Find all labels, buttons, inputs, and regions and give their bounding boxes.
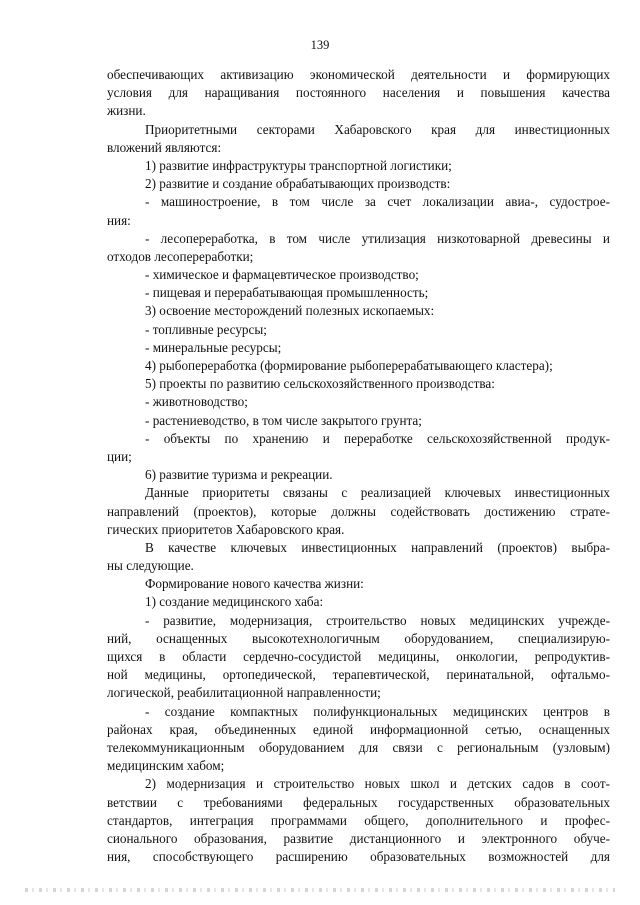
text-line: Данные приоритеты связаны с реализацией ключевых инвестиционных bbox=[145, 485, 610, 501]
text-line: щихся в области сердечно-сосудистой медицины, онкологии, репродуктив- bbox=[107, 649, 610, 664]
text-line: - машиностроение, в том числе за счет локализации авиа-, судострое- bbox=[145, 194, 610, 210]
text-line: 4) рыбопереработка (формирование рыбоперерабатывающего кластера); bbox=[145, 358, 553, 373]
text-line: стандартов, интеграция программами общего, дополнительного и профес- bbox=[107, 812, 610, 828]
text-line: - лесопереработка, в том числе утилизация низкотоварной древесины и bbox=[145, 230, 610, 246]
text-line: ции; bbox=[107, 448, 132, 464]
text-line: - объекты по хранению и переработке сельскохозяйственной продук- bbox=[145, 430, 610, 446]
text-line: 1) создание медицинского хаба: bbox=[145, 594, 324, 610]
text-line: логической, реабилитационной направленности; bbox=[107, 685, 381, 701]
text-line: 3) освоение месторождений полезных ископаемых: bbox=[145, 303, 435, 319]
text-line: 2) модернизация и строительство новых школ и детских садов в соот- bbox=[145, 776, 610, 792]
text-line: жизни. bbox=[107, 103, 146, 119]
text-line: - создание компактных полифункциональных медицинских центров в bbox=[145, 703, 610, 719]
text-line: В качестве ключевых инвестиционных направлений (проектов) выбра- bbox=[145, 539, 610, 555]
text-line: - растениеводство, в том числе закрытого грунта; bbox=[145, 412, 422, 428]
text-line: ния, способствующего расширению образовательных возможностей для bbox=[107, 849, 610, 865]
text-line: Приоритетными секторами Хабаровского края для инвестиционных bbox=[145, 121, 610, 137]
text-line: - топливные ресурсы; bbox=[145, 321, 267, 337]
text-line: - животноводство; bbox=[145, 394, 248, 410]
text-line: - пищевая и перерабатывающая промышленность; bbox=[145, 285, 429, 301]
text-line: Формирование нового качества жизни: bbox=[145, 576, 364, 592]
page-number: 139 bbox=[310, 38, 330, 52]
scan-artifact-line bbox=[25, 888, 615, 892]
text-line: медицинским хабом; bbox=[107, 758, 225, 774]
text-line: районах края, объединенных единой информационной сетью, оснащенных bbox=[107, 721, 610, 737]
text-line: ны следующие. bbox=[107, 558, 194, 574]
text-line: гических приоритетов Хабаровского края. bbox=[107, 521, 345, 537]
text-line: - химическое и фармацевтическое производство; bbox=[145, 267, 419, 283]
text-line: ний, оснащенных высокотехнологичным оборудованием, специализирую- bbox=[107, 630, 610, 646]
text-line: направлений (проектов), которые должны содействовать достижению страте- bbox=[107, 503, 610, 519]
document-body bbox=[107, 66, 610, 866]
text-line: 1) развитие инфраструктуры транспортной логистики; bbox=[145, 157, 452, 173]
text-line: обеспечивающих активизацию экономической деятельности и формирующих bbox=[107, 67, 610, 82]
text-line: 5) проекты по развитию сельскохозяйственного производства: bbox=[145, 376, 495, 392]
text-line: вложений являются: bbox=[107, 139, 222, 155]
text-line: 6) развитие туризма и рекреации. bbox=[145, 467, 333, 483]
text-line: сионального образования, развитие дистанционного и электронного обуче- bbox=[107, 830, 610, 846]
text-line: ветствии с требованиями федеральных государственных образовательных bbox=[107, 794, 610, 810]
text-line: 2) развитие и создание обрабатывающих производств: bbox=[145, 176, 451, 192]
text-line: ния: bbox=[107, 212, 131, 228]
text-line: ной медицины, ортопедической, терапевтической, перинатальной, офтальмо- bbox=[107, 667, 610, 683]
text-line: - развитие, модернизация, строительство новых медицинских учрежде- bbox=[145, 612, 610, 628]
text-line: отходов лесопереработки; bbox=[107, 248, 254, 264]
text-line: телекоммуникационным оборудованием для связи с региональным (узловым) bbox=[107, 739, 610, 755]
text-line: условия для наращивания постоянного населения и повышения качества bbox=[107, 85, 610, 101]
text-line: - минеральные ресурсы; bbox=[145, 339, 282, 355]
